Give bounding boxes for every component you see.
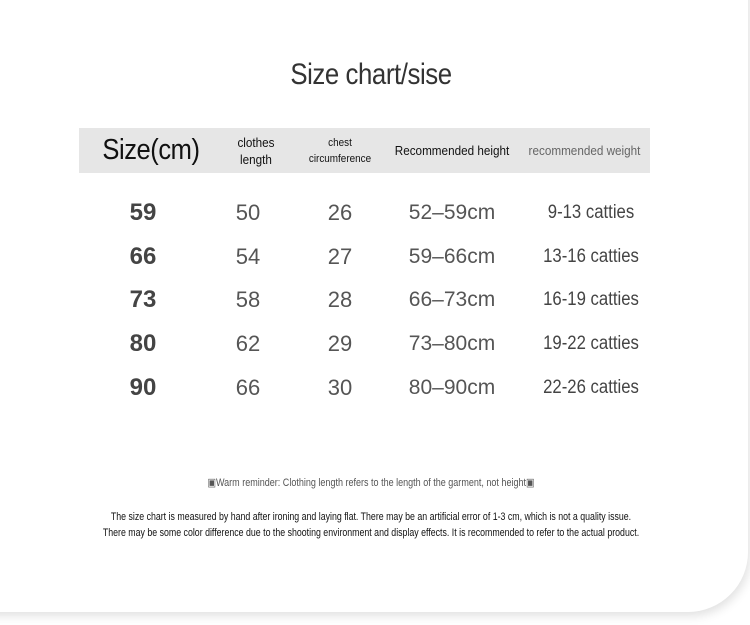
- cell-size: 73: [129, 286, 157, 313]
- cell-chest: 30: [327, 375, 353, 400]
- color-difference-note: There may be some color difference due to the shooting environment and display effects. It is recommended to refer to the actual product.: [102, 527, 640, 539]
- header-height: [392, 128, 513, 173]
- table-header: [79, 128, 650, 173]
- header-size-label: Size(cm): [102, 134, 200, 166]
- header-weight: [526, 128, 644, 173]
- cell-chest: 27: [327, 244, 353, 269]
- header-height-label: Recommended height: [394, 143, 510, 158]
- table-row: [79, 368, 650, 408]
- cell-length: 50: [235, 200, 261, 225]
- cell-height: 52–59cm: [408, 201, 496, 224]
- header-weight-label: recommended weight: [528, 143, 641, 158]
- cell-weight: 13-16 catties: [543, 246, 639, 267]
- warm-reminder: ▣Warm reminder: Clothing length refers to the length of the garment, not height▣: [207, 477, 535, 489]
- cell-size: 90: [129, 374, 157, 401]
- measurement-note: The size chart is measured by hand after ironing and laying flat. There may be an artificial error of 1-3 cm, which is not a quality issue.: [110, 511, 632, 523]
- cell-size: 66: [129, 243, 157, 270]
- cell-chest: 28: [327, 287, 353, 312]
- cell-length: 62: [235, 331, 261, 356]
- cell-size: 59: [129, 199, 157, 226]
- cell-chest: 29: [327, 331, 353, 356]
- cell-length: 66: [235, 375, 261, 400]
- header-clothes-length: [226, 128, 285, 173]
- cell-height: 66–73cm: [408, 288, 496, 311]
- header-chest-label: chest circumference: [308, 136, 372, 165]
- cell-weight: 16-19 catties: [543, 289, 639, 310]
- table-row: [79, 324, 650, 364]
- header-chest: [300, 128, 381, 173]
- cell-weight: 22-26 catties: [543, 377, 639, 398]
- header-size: [88, 128, 215, 173]
- table-row: [79, 280, 650, 320]
- page-title: Size chart/sise: [290, 58, 452, 91]
- cell-size: 80: [129, 330, 157, 357]
- table-row: [79, 193, 650, 233]
- cell-height: 59–66cm: [408, 245, 496, 268]
- cell-weight: 19-22 catties: [543, 333, 639, 354]
- cell-height: 80–90cm: [408, 376, 496, 399]
- cell-weight: 9-13 catties: [547, 202, 635, 223]
- header-clothes-length-label: clothes length: [237, 134, 275, 167]
- cell-chest: 26: [327, 200, 353, 225]
- cell-length: 58: [235, 287, 261, 312]
- table-row: [79, 237, 650, 277]
- cell-height: 73–80cm: [408, 332, 496, 355]
- cell-length: 54: [235, 244, 261, 269]
